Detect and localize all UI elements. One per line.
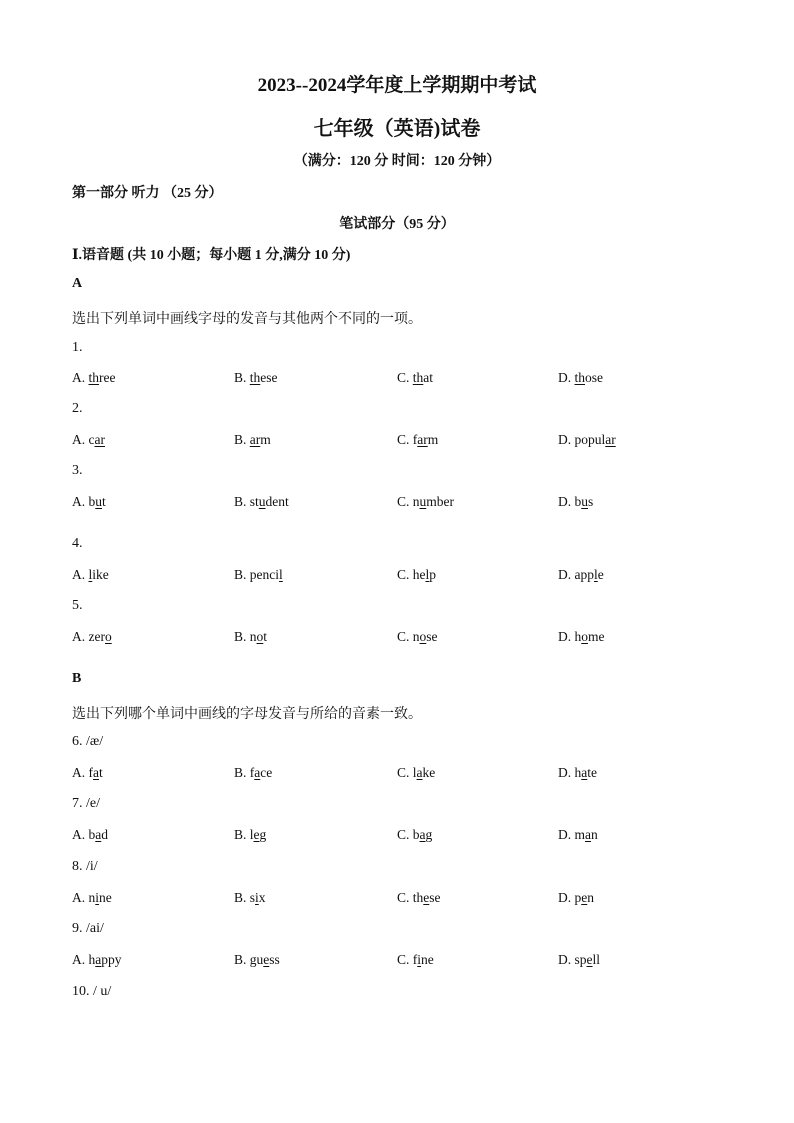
- word-part: n: [88, 890, 96, 905]
- underlined-letters: o: [419, 629, 427, 644]
- word-part: ss: [269, 952, 280, 967]
- option-letter: C.: [397, 827, 410, 842]
- option-d: [558, 765, 597, 781]
- option-d: [558, 494, 593, 510]
- option-c: [397, 494, 454, 510]
- word-part: b: [412, 827, 420, 842]
- option-b: [234, 827, 266, 843]
- option-letter: C.: [397, 952, 410, 967]
- question-number: 10. / u/: [72, 984, 112, 999]
- option-letter: B.: [234, 890, 247, 905]
- question-number: 2.: [72, 401, 83, 416]
- underlined-letters: l: [88, 567, 93, 582]
- word-part: b: [88, 827, 96, 842]
- word-part: t: [102, 494, 106, 509]
- option-letter: B.: [234, 432, 247, 447]
- word-part: me: [588, 629, 605, 644]
- option-letter: A.: [72, 370, 86, 385]
- underlined-letters: u: [419, 494, 427, 509]
- word-part: s: [588, 494, 594, 509]
- underlined-letters: e: [586, 952, 593, 967]
- option-letter: A.: [72, 629, 86, 644]
- option-d: [558, 890, 594, 906]
- option-letter: B.: [234, 370, 247, 385]
- written-heading: 笔试部分（95 分）: [339, 217, 455, 232]
- word-part: g: [425, 827, 433, 842]
- word-part: app: [574, 567, 594, 582]
- underlined-letters: a: [581, 765, 588, 780]
- option-letter: D.: [558, 370, 572, 385]
- option-c: [397, 827, 432, 843]
- option-letter: C.: [397, 765, 410, 780]
- option-letter: B.: [234, 629, 247, 644]
- option-a: [72, 370, 116, 386]
- option-letter: B.: [234, 952, 247, 967]
- option-c: [397, 629, 438, 645]
- question-number: 8. /i/: [72, 859, 98, 874]
- word-part: ose: [585, 370, 604, 385]
- underlined-letters: u: [95, 494, 102, 509]
- word-part: f: [249, 765, 255, 780]
- option-letter: A.: [72, 494, 86, 509]
- question-number: 1.: [72, 340, 83, 355]
- word-part: f: [88, 765, 93, 780]
- word-part: he: [412, 567, 426, 582]
- word-part: th: [412, 890, 424, 905]
- option-d: [558, 432, 616, 448]
- underlined-letters: o: [256, 629, 264, 644]
- underlined-letters: a: [93, 765, 99, 780]
- option-c: [397, 432, 438, 448]
- option-letter: D.: [558, 765, 572, 780]
- option-b: [234, 952, 280, 968]
- underlined-letters: th: [574, 370, 586, 385]
- underlined-letters: th: [88, 370, 100, 385]
- question-number: 4.: [72, 536, 83, 551]
- option-a: [72, 494, 106, 510]
- option-b: [234, 494, 289, 510]
- option-letter: A.: [72, 432, 86, 447]
- underlined-letters: e: [263, 952, 270, 967]
- underlined-letters: l: [425, 567, 430, 582]
- underlined-letters: e: [581, 890, 588, 905]
- option-a: [72, 952, 122, 968]
- word-part: t: [99, 765, 103, 780]
- underlined-letters: th: [249, 370, 261, 385]
- option-letter: D.: [558, 827, 572, 842]
- word-part: n: [412, 629, 420, 644]
- word-part: ce: [260, 765, 273, 780]
- option-a: [72, 890, 112, 906]
- exam-info: （满分：120 分 时间：120 分钟）: [293, 154, 501, 169]
- option-letter: B.: [234, 494, 247, 509]
- option-letter: C.: [397, 629, 410, 644]
- word-part: n: [591, 827, 598, 842]
- word-part: c: [88, 432, 95, 447]
- word-part: g: [259, 827, 267, 842]
- underlined-letters: a: [419, 827, 426, 842]
- question-number: 3.: [72, 463, 83, 478]
- word-part: l: [249, 827, 254, 842]
- word-part: s: [249, 890, 256, 905]
- word-part: ppy: [101, 952, 122, 967]
- option-letter: C.: [397, 567, 410, 582]
- underlined-letters: l: [279, 567, 283, 582]
- option-letter: D.: [558, 952, 572, 967]
- option-b: [234, 629, 267, 645]
- underlined-letters: ar: [605, 432, 616, 447]
- word-part: e: [597, 567, 604, 582]
- word-part: popul: [574, 432, 606, 447]
- underlined-letters: a: [95, 827, 102, 842]
- word-part: ese: [260, 370, 278, 385]
- underlined-letters: u: [581, 494, 588, 509]
- word-part: n: [412, 494, 420, 509]
- exam-subtitle: 七年级（英语)试卷: [313, 118, 481, 140]
- option-d: [558, 952, 600, 968]
- option-a: [72, 432, 105, 448]
- option-d: [558, 827, 598, 843]
- word-part: h: [88, 952, 96, 967]
- option-letter: D.: [558, 432, 572, 447]
- partB-instruction: 选出下列哪个单词中画线的字母发音与所给的音素一致。: [72, 707, 422, 722]
- word-part: t: [263, 629, 268, 644]
- word-part: m: [427, 432, 439, 447]
- part1-heading: 第一部分 听力 （25 分）: [72, 186, 223, 201]
- option-b: [234, 370, 278, 386]
- question-number: 9. /ai/: [72, 921, 104, 936]
- option-a: [72, 629, 112, 645]
- option-letter: D.: [558, 494, 572, 509]
- word-part: se: [429, 890, 441, 905]
- word-part: ree: [99, 370, 116, 385]
- question-number: 6. /æ/: [72, 734, 104, 749]
- word-part: h: [574, 629, 582, 644]
- underlined-letters: i: [417, 952, 422, 967]
- option-letter: A.: [72, 890, 86, 905]
- word-part: h: [574, 765, 582, 780]
- word-part: x: [258, 890, 266, 905]
- option-letter: D.: [558, 890, 572, 905]
- word-part: mber: [426, 494, 455, 509]
- underlined-letters: o: [581, 629, 588, 644]
- option-a: [72, 567, 109, 583]
- underlined-letters: i: [95, 890, 100, 905]
- option-letter: A.: [72, 952, 86, 967]
- option-letter: D.: [558, 629, 572, 644]
- underlined-letters: a: [416, 765, 423, 780]
- word-part: n: [587, 890, 594, 905]
- option-c: [397, 765, 435, 781]
- underlined-letters: ar: [94, 432, 105, 447]
- option-letter: C.: [397, 432, 410, 447]
- underlined-letters: e: [423, 890, 430, 905]
- word-part: p: [429, 567, 437, 582]
- option-letter: B.: [234, 765, 247, 780]
- underlined-letters: i: [255, 890, 259, 905]
- question-number: 5.: [72, 598, 83, 613]
- option-a: [72, 827, 108, 843]
- word-part: sp: [574, 952, 587, 967]
- option-c: [397, 952, 434, 968]
- section1-heading: Ⅰ.语音题 (共 10 小题；每小题 1 分,满分 10 分): [72, 248, 351, 263]
- underlined-letters: l: [594, 567, 598, 582]
- underlined-letters: th: [412, 370, 424, 385]
- option-c: [397, 370, 433, 386]
- option-letter: A.: [72, 827, 86, 842]
- word-part: ne: [421, 952, 434, 967]
- partB-label: B: [72, 671, 82, 686]
- word-part: te: [587, 765, 597, 780]
- word-part: st: [249, 494, 259, 509]
- option-letter: B.: [234, 567, 247, 582]
- word-part: ll: [592, 952, 601, 967]
- option-d: [558, 370, 603, 386]
- word-part: d: [101, 827, 108, 842]
- word-part: ke: [422, 765, 436, 780]
- word-part: penci: [249, 567, 280, 582]
- word-part: f: [412, 432, 418, 447]
- option-b: [234, 432, 271, 448]
- option-c: [397, 890, 441, 906]
- option-letter: C.: [397, 370, 410, 385]
- partA-label: A: [72, 276, 83, 291]
- option-d: [558, 567, 604, 583]
- question-number: 7. /e/: [72, 796, 100, 811]
- underlined-letters: a: [254, 765, 261, 780]
- word-part: n: [249, 629, 257, 644]
- option-c: [397, 567, 436, 583]
- underlined-letters: ar: [417, 432, 428, 447]
- word-part: p: [574, 890, 582, 905]
- option-b: [234, 765, 272, 781]
- word-part: m: [574, 827, 586, 842]
- option-b: [234, 567, 283, 583]
- word-part: l: [412, 765, 417, 780]
- word-part: f: [412, 952, 418, 967]
- option-letter: C.: [397, 494, 410, 509]
- option-letter: D.: [558, 567, 572, 582]
- option-letter: A.: [72, 765, 86, 780]
- word-part: b: [88, 494, 96, 509]
- option-letter: C.: [397, 890, 410, 905]
- word-part: gu: [249, 952, 264, 967]
- word-part: ike: [92, 567, 109, 582]
- underlined-letters: u: [258, 494, 266, 509]
- underlined-letters: a: [585, 827, 592, 842]
- underlined-letters: a: [95, 952, 102, 967]
- underlined-letters: ar: [249, 432, 261, 447]
- option-letter: A.: [72, 567, 86, 582]
- exam-title: 2023--2024学年度上学期期中考试: [257, 75, 537, 96]
- word-part: se: [426, 629, 438, 644]
- option-a: [72, 765, 103, 781]
- word-part: b: [574, 494, 582, 509]
- partA-instruction: 选出下列单词中画线字母的发音与其他两个不同的一项。: [72, 312, 422, 327]
- word-part: dent: [265, 494, 289, 509]
- word-part: zer: [88, 629, 105, 644]
- word-part: at: [423, 370, 434, 385]
- underlined-letters: o: [104, 629, 112, 644]
- option-letter: B.: [234, 827, 247, 842]
- option-d: [558, 629, 605, 645]
- option-b: [234, 890, 266, 906]
- underlined-letters: e: [253, 827, 260, 842]
- word-part: m: [260, 432, 271, 447]
- word-part: ne: [99, 890, 112, 905]
